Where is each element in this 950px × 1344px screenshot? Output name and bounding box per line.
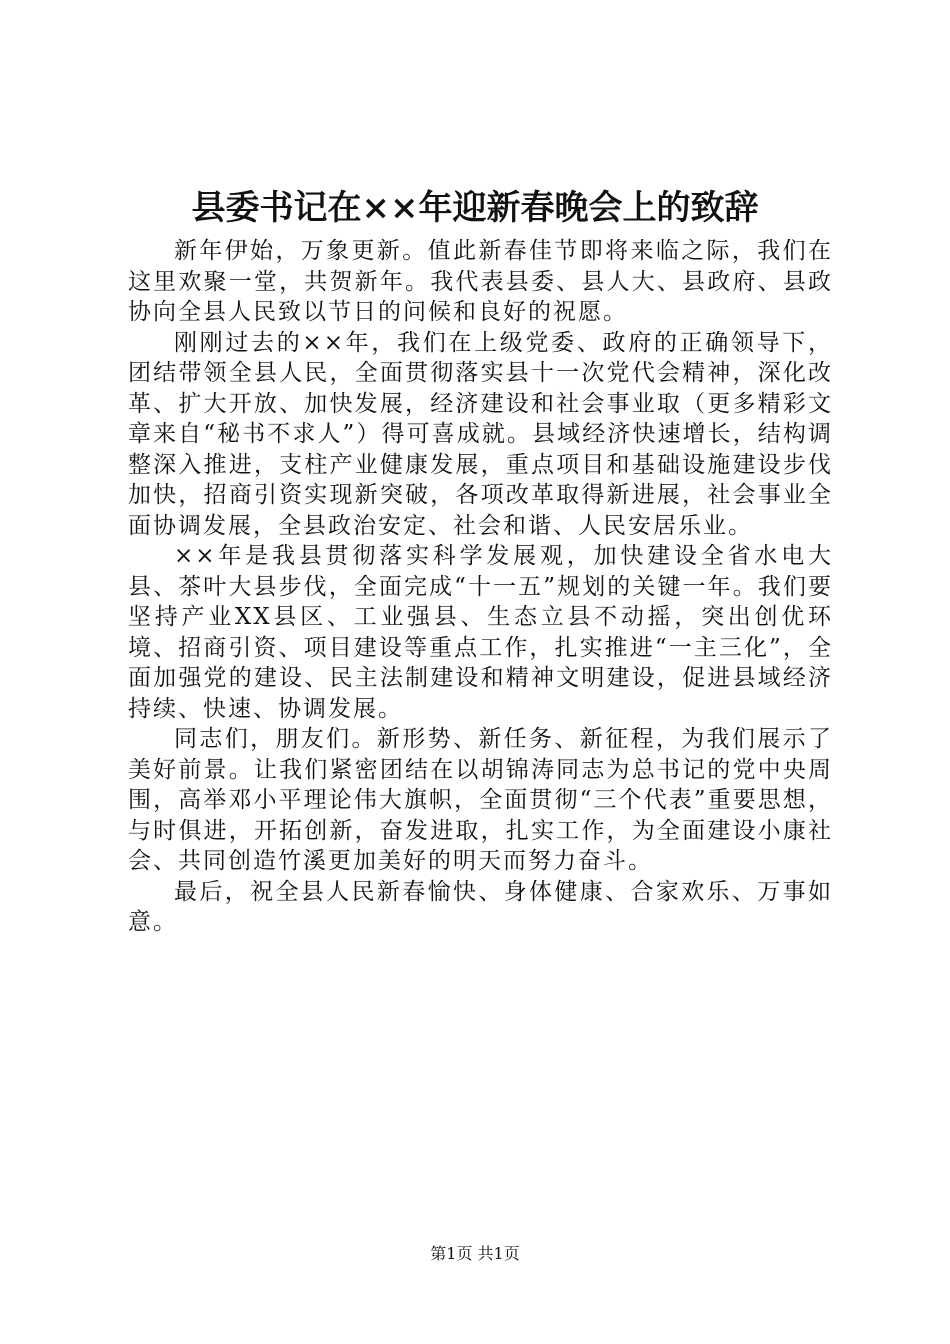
paragraph-1: 新年伊始，万象更新。值此新春佳节即将来临之际，我们在这里欢聚一堂，共贺新年。我代表县委、县人大、县政府、县政协向全县人民致以节日的问候和良好的祝愿。: [128, 238, 833, 325]
paragraph-2: 刚刚过去的××年，我们在上级党委、政府的正确领导下，团结带领全县人民，全面贯彻落实县十一次党代会精神，深化改革、扩大开放、加快发展，经济建设和社会事业取（更多精彩文章来自“秘书不求人”）得可喜成就。县域经济快速增长，结构调整深入推进，支柱产业健康发展，重点项目和基础设施建设步伐加快，招商引资实现新突破，各项改革取得新进展，社会事业全面协调发展，全县政治安定、社会和谐、人民安居乐业。: [128, 329, 833, 539]
page-footer: 第1页 共1页: [430, 1244, 520, 1263]
document-body: [128, 236, 833, 938]
paragraph-3: ××年是我县贯彻落实科学发展观，加快建设全省水电大县、茶叶大县步伐，全面完成“十一五”规划的关键一年。我们要坚持产业XX县区、工业强县、生态立县不动摇，突出创优环境、招商引资、项目建设等重点工作，扎实推进“一主三化”，全面加强党的建设、民主法制建设和精神文明建设，促进县域经济持续、快速、协调发展。: [128, 543, 833, 722]
paragraph-5: 最后，祝全县人民新春愉快、身体健康、合家欢乐、万事如意。: [128, 878, 833, 935]
document-title: 县委书记在××年迎新春晚会上的致辞: [191, 188, 759, 228]
paragraph-4: 同志们，朋友们。新形势、新任务、新征程，为我们展示了美好前景。让我们紧密团结在以胡锦涛同志为总书记的党中央周围，高举邓小平理论伟大旗帜，全面贯彻“三个代表”重要思想，与时俱进，开拓创新，奋发进取，扎实工作，为全面建设小康社会、共同创造竹溪更加美好的明天而努力奋斗。: [128, 726, 833, 874]
